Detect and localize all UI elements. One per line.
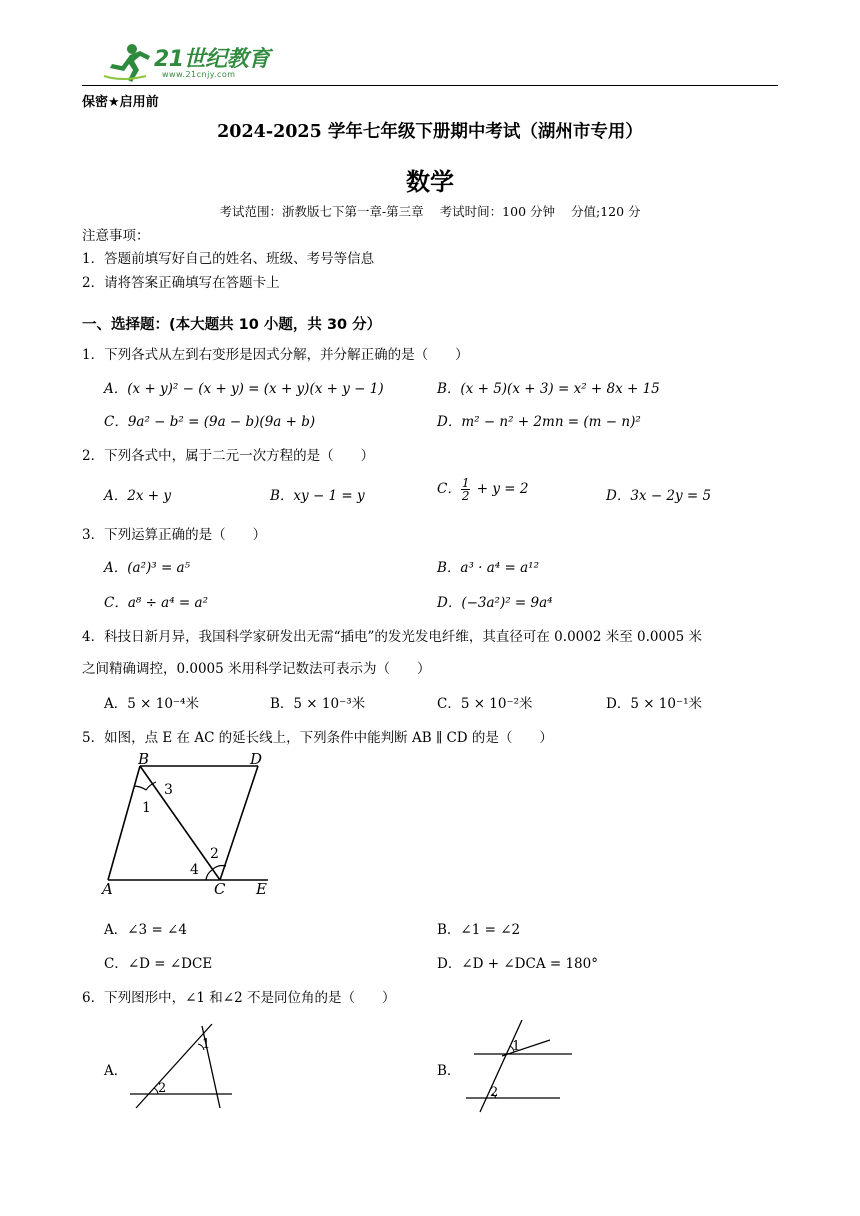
subject-title: 数学 [406, 168, 454, 196]
fraction [461, 477, 471, 502]
figure-option-a [126, 1018, 236, 1112]
angle-1-label: 1 [512, 1039, 521, 1054]
fraction-denominator: 2 [461, 489, 470, 503]
question-stem: 1．下列各式从左到右变形是因式分解，并分解正确的是（ ） [82, 347, 469, 363]
question-stem: 2．下列各式中，属于二元一次方程的是（ ） [82, 448, 375, 464]
angle-1-label: 1 [202, 1037, 211, 1052]
question-stem-continued: 之间精确调控，0.0005 米用科学记数法可表示为（ ） [82, 661, 431, 677]
fraction-numerator: 1 [461, 476, 470, 490]
option-c[interactable]: C．∠D = ∠DCE [104, 956, 213, 972]
angle-2-label: 2 [490, 1085, 499, 1100]
angle-4-label: 4 [190, 862, 199, 878]
option-b[interactable]: B．(x + 5)(x + 3) = x² + 8x + 15 [437, 381, 660, 397]
secret-label: 保密★启用前 [82, 95, 159, 110]
notes-heading: 注意事项： [82, 228, 150, 244]
page-header [82, 38, 778, 86]
question-stem: 6．下列图形中，∠1 和∠2 不是同位角的是（ ） [82, 990, 396, 1006]
option-c-tail: + y = 2 [472, 481, 529, 497]
question-stem: 5．如图，点 E 在 AC 的延长线上，下列条件中能判断 AB ∥ CD 的是（ ） [82, 730, 553, 746]
note-item: 2．请将答案正确填写在答题卡上 [82, 275, 280, 291]
exam-scope: 考试范围：浙教版七下第一章-第三章 [219, 204, 424, 219]
exam-time: 考试时间：100 分钟 [439, 204, 556, 219]
label-c: C [214, 880, 226, 898]
figure-option-b [460, 1016, 576, 1114]
option-b[interactable]: B． [437, 1063, 461, 1079]
geometry-figure-q5 [98, 752, 278, 900]
option-b[interactable]: B．∠1 = ∠2 [437, 922, 521, 938]
runner-logo-icon [102, 40, 152, 84]
exam-title: 2024-2025 学年七年级下册期中考试（湖州市专用） [217, 122, 643, 142]
option-d[interactable]: D．m² − n² + 2mn = (m − n)² [437, 414, 641, 430]
option-a[interactable]: A．2x + y [104, 488, 171, 504]
label-d: D [250, 752, 263, 768]
option-c[interactable]: C．9a² − b² = (9a − b)(9a + b) [104, 414, 316, 430]
exam-score: 分值;120 分 [571, 204, 641, 219]
logo-text: 21世纪教育 [154, 47, 270, 72]
angle-3-label: 3 [164, 782, 173, 798]
label-e: E [256, 880, 267, 898]
option-a[interactable]: A．5 × 10⁻⁴米 [104, 696, 199, 712]
option-d[interactable]: D．∠D + ∠DCA = 180° [437, 956, 598, 972]
question-stem: 3．下列运算正确的是（ ） [82, 527, 267, 543]
option-c[interactable]: C．5 × 10⁻²米 [437, 696, 533, 712]
option-a[interactable]: A． [104, 1063, 128, 1079]
option-c[interactable] [437, 477, 529, 502]
angle-2-label: 2 [210, 846, 219, 862]
option-b[interactable]: B．a³ · a⁴ = a¹² [437, 560, 539, 576]
label-a: A [102, 880, 113, 898]
angle-2-label: 2 [158, 1081, 167, 1096]
logo [102, 40, 272, 84]
label-b: B [138, 752, 150, 768]
option-d[interactable]: D．(−3a²)² = 9a⁴ [437, 595, 553, 611]
option-b[interactable]: B．5 × 10⁻³米 [270, 696, 366, 712]
option-c[interactable]: C．a⁸ ÷ a⁴ = a² [104, 595, 208, 611]
exam-meta [0, 202, 860, 220]
option-d[interactable]: D．3x − 2y = 5 [606, 488, 712, 504]
option-a[interactable]: A．(a²)³ = a⁵ [104, 560, 191, 576]
section-title: 一、选择题：(本大题共 10 小题，共 30 分） [82, 317, 382, 333]
option-c-prefix: C． [437, 481, 461, 497]
option-a[interactable]: A．(x + y)² − (x + y) = (x + y)(x + y − 1) [104, 381, 384, 397]
option-d[interactable]: D．5 × 10⁻¹米 [606, 696, 703, 712]
option-b[interactable]: B．xy − 1 = y [270, 488, 365, 504]
angle-1-label: 1 [142, 800, 151, 816]
option-a[interactable]: A．∠3 = ∠4 [104, 922, 187, 938]
logo-url: www.21cnjy.com [162, 70, 236, 79]
note-item: 1．答题前填写好自己的姓名、班级、考号等信息 [82, 251, 375, 267]
question-stem: 4．科技日新月异，我国科学家研发出无需“插电”的发光发电纤维，其直径可在 0.0002 米至 0.0005 米 [82, 629, 703, 645]
